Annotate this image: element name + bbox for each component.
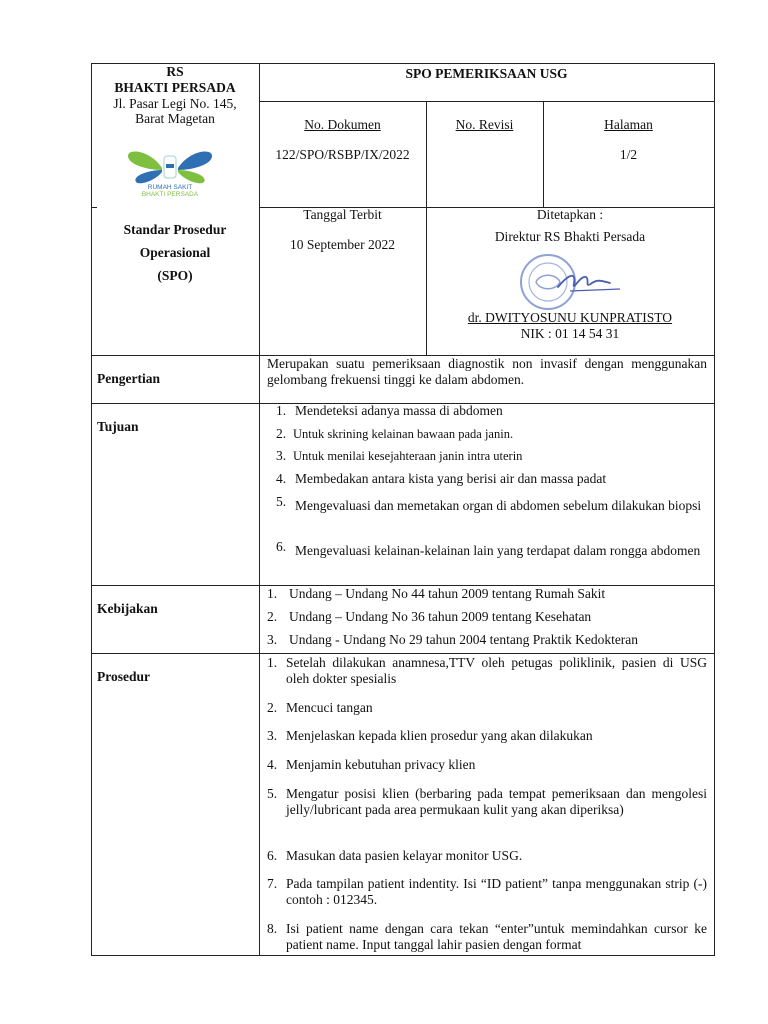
prosedur-item: Mencuci tangan — [286, 700, 373, 715]
hospital-logo — [122, 142, 218, 198]
no-dokumen-label: No. Dokumen — [304, 117, 381, 132]
tujuan-item: Mendeteksi adanya massa di abdomen — [295, 403, 503, 418]
halaman-label: Halaman — [604, 117, 653, 132]
tujuan-item: Mengevaluasi kelainan-kelainan lain yang terdapat dalam rongga abdomen — [295, 543, 701, 558]
spo-line2: Operasional — [139, 245, 211, 260]
prosedur-num: 5. — [267, 786, 278, 801]
prosedur-num: 3. — [267, 728, 278, 743]
prosedur-num: 4. — [267, 757, 278, 772]
signer-nik: NIK : 01 14 54 31 — [520, 326, 620, 341]
hospital-name: BHAKTI PERSADA — [114, 80, 236, 95]
hospital-address-line2: Barat Magetan — [135, 111, 215, 126]
kebijakan-item: Undang – Undang No 36 tahun 2009 tentang Kesehatan — [289, 609, 592, 624]
prosedur-num: 2. — [267, 700, 278, 715]
spo-line3: (SPO) — [157, 268, 193, 283]
signature-stamp-icon — [510, 253, 630, 311]
prosedur-num: 7. — [267, 876, 278, 891]
tujuan-label: Tujuan — [97, 419, 139, 434]
tujuan-item: Untuk skrining kelainan bawaan pada janin. — [293, 427, 514, 441]
butterfly-logo-icon — [122, 142, 218, 198]
kebijakan-num: 2. — [267, 609, 278, 624]
stamp-signature — [510, 253, 630, 311]
tujuan-item: Mengevaluasi dan memetakan organ di abdomen sebelum dilakukan biopsi — [295, 498, 702, 513]
logo-text-2: BHAKTI PERSADA — [141, 191, 199, 198]
hospital-address-line1: Jl. Pasar Legi No. 145, — [113, 96, 237, 111]
logo-text-1: RUMAH SAKIT — [147, 184, 193, 191]
prosedur-item: Mengatur posisi klien (berbaring pada tempat pemeriksaan dan mengolesi jelly/lubricant pada area permukaan kulit yang akan diperiksa) — [286, 786, 707, 817]
prosedur-item: Menjelaskan kepada klien prosedur yang akan dilakukan — [286, 728, 593, 743]
prosedur-num: 8. — [267, 921, 278, 936]
prosedur-item: Masukan data pasien kelayar monitor USG. — [286, 848, 523, 863]
tanggal-terbit-label: Tanggal Terbit — [303, 207, 382, 222]
kebijakan-label: Kebijakan — [97, 601, 158, 616]
tujuan-num: 6. — [276, 539, 287, 554]
no-revisi-label: No. Revisi — [455, 117, 514, 132]
pengertian-text: Merupakan suatu pemeriksaan diagnostik non invasif dengan menggunakan gelombang frekuensi tinggi ke dalam abdomen. — [267, 356, 707, 387]
kebijakan-num: 3. — [267, 632, 278, 647]
kebijakan-item: Undang - Undang No 29 tahun 2004 tentang Praktik Kedokteran — [289, 632, 639, 647]
prosedur-item: Isi patient name dengan cara tekan “enter”untuk memindahkan cursor ke patient name. Input tanggal lahir pasien dengan format — [286, 921, 707, 952]
ditetapkan-label: Ditetapkan : — [536, 207, 604, 222]
tujuan-item: Membedakan antara kista yang berisi air dan massa padat — [295, 471, 607, 486]
hospital-rs: RS — [166, 64, 184, 79]
tujuan-item: Untuk menilai kesejahteraan janin intra uterin — [293, 449, 523, 463]
tujuan-num: 4. — [276, 471, 287, 486]
kebijakan-item: Undang – Undang No 44 tahun 2009 tentang Rumah Sakit — [289, 586, 606, 601]
prosedur-num: 6. — [267, 848, 278, 863]
tujuan-num: 2. — [276, 426, 287, 441]
prosedur-item: Setelah dilakukan anamnesa,TTV oleh petugas poliklinik, pasien di USG oleh dokter spesialis — [286, 655, 707, 686]
prosedur-label: Prosedur — [97, 669, 150, 684]
tujuan-num: 3. — [276, 448, 287, 463]
pengertian-label: Pengertian — [97, 371, 160, 386]
tanggal-terbit-value: 10 September 2022 — [290, 237, 395, 252]
direktur-title: Direktur RS Bhakti Persada — [494, 229, 646, 244]
tujuan-num: 1. — [276, 403, 287, 418]
halaman-value: 1/2 — [619, 147, 638, 162]
prosedur-item: Pada tampilan patient indentity. Isi “ID patient” tanpa menggunakan strip (-) contoh : 012345. — [286, 876, 707, 907]
signer-name: dr. DWITYOSUNU KUNPRATISTO — [467, 310, 673, 325]
tujuan-num: 5. — [276, 494, 287, 509]
prosedur-num: 1. — [267, 655, 278, 670]
doc-title: SPO PEMERIKSAAN USG — [405, 66, 568, 81]
no-dokumen-value: 122/SPO/RSBP/IX/2022 — [275, 147, 410, 162]
spo-line1: Standar Prosedur — [123, 222, 227, 237]
prosedur-item: Menjamin kebutuhan privacy klien — [286, 757, 476, 772]
kebijakan-num: 1. — [267, 586, 278, 601]
